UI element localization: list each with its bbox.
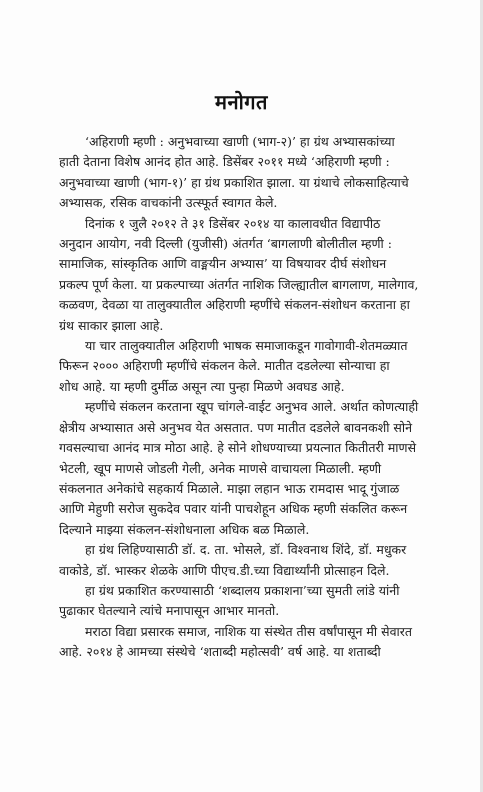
- text-line: अनुभवाच्या खाणी (भाग-१)’ हा ग्रंथ प्रकाशित झाला. या ग्रंथाचे लोकसाहित्याचे: [59, 174, 409, 190]
- paragraph: [59, 214, 459, 336]
- text-line: पुढाकार घेतल्याने त्यांचे मनापासून आभार मानतो.: [59, 603, 280, 619]
- text-line: शोध आहे. या म्हणी दुर्मीळ असून त्या पुन्हा मिळणे अवघड आहे.: [59, 378, 345, 394]
- text-line: हाती देताना विशेष आनंद होत आहे. डिसेंबर २०११ मध्ये ‘अहिराणी म्हणी :: [59, 154, 390, 170]
- paragraph: [59, 336, 459, 397]
- text-line: हा ग्रंथ लिहिण्यासाठी डॉ. द. ता. भोसले, डॉ. विश्वनाथ शिंदे, डॉ. मधुकर: [85, 542, 407, 558]
- text-line: म्हणींचे संकलन करताना खूप चांगले-वाईट अनुभव आले. अर्थात कोणत्याही: [85, 399, 419, 415]
- text-line: संकलनात अनेकांचे सहकार्य मिळाले. माझा लहान भाऊ रामदास भादू गुंजाळ: [59, 480, 400, 496]
- text-line: दिल्याने माझ्या संकलन-संशोधनाला अधिक बळ मिळाले.: [59, 521, 310, 537]
- text-line: अभ्यासक, रसिक वाचकांनी उत्स्फूर्त स्वागत केले.: [59, 195, 278, 211]
- text-line: क्षेत्रीय अभ्यासात असे अनुभव येत असतात. पण मातीत दडलेले बावनकशी सोने: [59, 419, 413, 435]
- text-line: गवसल्याचा आनंद मात्र मोठा आहे. हे सोने शोधण्याच्या प्रयत्नात कितीतरी माणसे: [59, 440, 417, 456]
- page-title: मनोगत: [215, 90, 268, 114]
- paragraph: [59, 397, 459, 540]
- text-line: हा ग्रंथ प्रकाशित करण्यासाठी ‘शब्दालय प्रकाशना’च्या सुमती लांडे यांनी: [85, 582, 400, 598]
- text-line: ‘अहिराणी म्हणी : अनुभवाच्या खाणी (भाग-२)’ हा ग्रंथ अभ्यासकांच्या: [85, 134, 395, 149]
- body-text: [59, 132, 459, 663]
- paragraph: [59, 132, 459, 214]
- text-line: आणि मेहुणी सरोज सुकदेव पवार यांनी पाचशेहून अधिक म्हणी संकलित करून: [59, 501, 408, 517]
- text-line: कळवण, देवळा या तालुक्यातील अहिराणी म्हणींचे संकलन-संशोधन करताना हा: [59, 297, 410, 313]
- text-line: दिनांक १ जुलै २०१२ ते ३१ डिसेंबर २०१४ या कालावधीत विद्यापीठ: [85, 215, 381, 231]
- text-line: मराठा विद्या प्रसारक समाज, नाशिक या संस्थेत तीस वर्षांपासून मी सेवारत: [85, 623, 412, 639]
- text-line: भेटली, खूप माणसे जोडली गेली, अनेक माणसे वाचायला मिळाली. म्हणी: [59, 460, 382, 476]
- paragraph: [59, 581, 459, 622]
- paragraph: [59, 622, 459, 663]
- text-line: अनुदान आयोग, नवी दिल्ली (युजीसी) अंतर्गत ‘बागलाणी बोलीतील म्हणी :: [59, 236, 392, 252]
- text-line: फिरून २००० अहिराणी म्हणींचे संकलन केले. मातीत दडलेल्या सोन्याचा हा: [59, 358, 390, 374]
- text-line: सामाजिक, सांस्कृतिक आणि वाङ्मयीन अभ्यास’ या विषयावर दीर्घ संशोधन: [59, 256, 387, 272]
- text-line: प्रकल्प पूर्ण केला. या प्रकल्पाच्या अंतर्गत नाशिक जिल्ह्यातील बागलाण, मालेगाव,: [59, 276, 419, 292]
- paragraph: [59, 540, 459, 581]
- text-line: ग्रंथ साकार झाला आहे.: [59, 317, 164, 333]
- text-line: आहे. २०१४ हे आमच्या संस्थेचे ‘शताब्दी महोत्सवी’ वर्ष आहे. या शताब्दी: [59, 644, 381, 660]
- text-line: वाकोडे, डॉ. भास्कर शेळके आणि पीएच.डी.च्या विद्यार्थ्यांनी प्रोत्साहन दिले.: [59, 562, 390, 578]
- text-line: या चार तालुक्यातील अहिराणी भाषक समाजाकडून गावोगावी-शेतमळ्यात: [85, 338, 408, 354]
